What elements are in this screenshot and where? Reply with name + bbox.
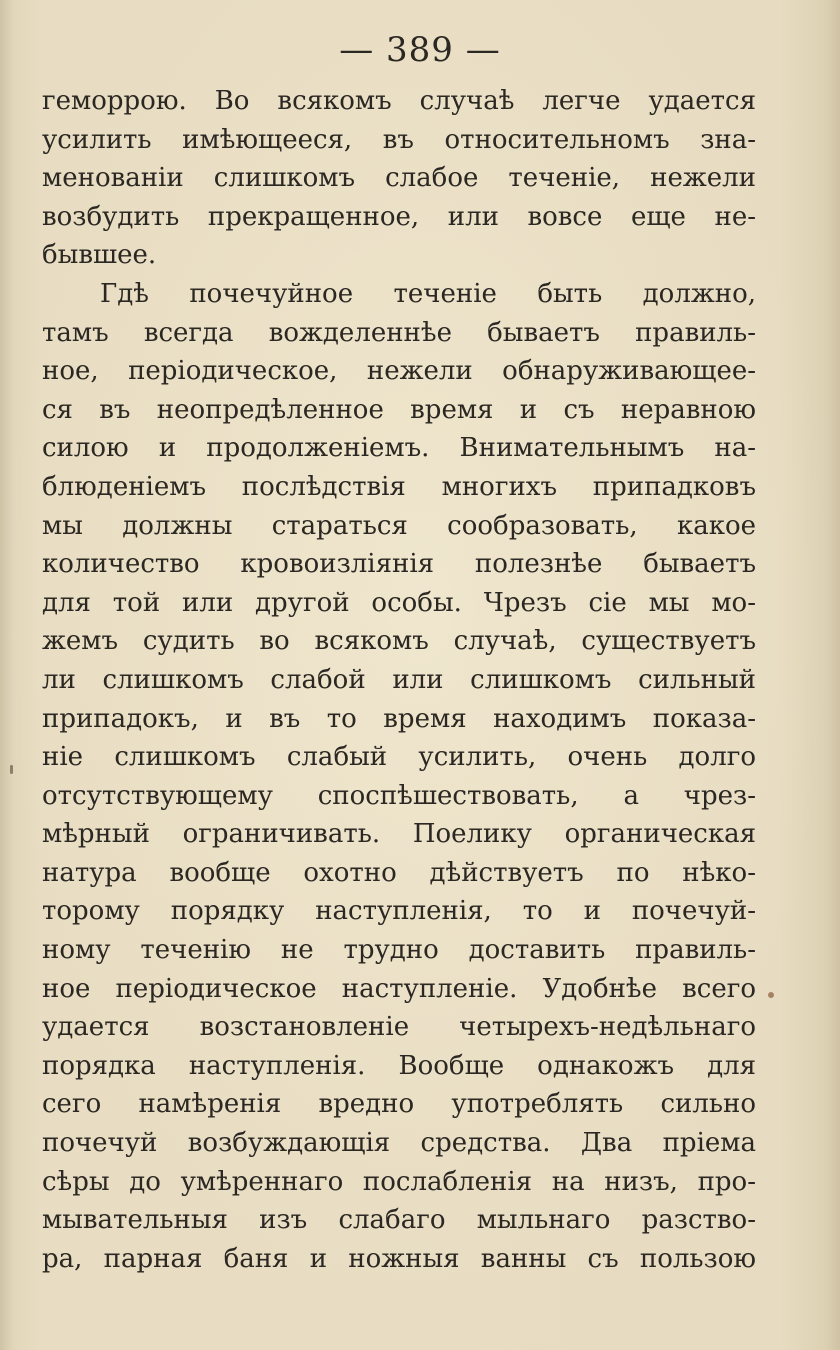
text-line: силою и продолженіемъ. Внимательнымъ на- [42, 433, 756, 464]
text-line: ное, періодическое, нежели обнаруживающее- [42, 356, 756, 387]
page-number: — 389 — [339, 30, 501, 70]
body-text [42, 82, 756, 1278]
text-line: ному теченію не трудно доставить правиль- [42, 935, 756, 966]
text-line: усилить имѣющееся, въ относительномъ зна- [42, 124, 756, 155]
text-line: жемъ судить во всякомъ случаѣ, существуетъ [42, 626, 756, 657]
text-line: возбудить прекращенное, или вовсе еще не- [42, 201, 756, 232]
text-line: сего намѣренія вредно употреблять сильно [42, 1089, 756, 1120]
text-line: мывательныя изъ слабаго мыльнаго разство- [42, 1205, 756, 1236]
text-line: бывшее. [42, 240, 157, 271]
text-line: тамъ всегда вожделеннѣе бываетъ правиль- [42, 317, 756, 348]
text-line: почечуй возбуждающія средства. Два пріема [42, 1128, 756, 1159]
text-line: сѣры до умѣреннаго послабленія на низъ, про- [42, 1166, 756, 1197]
text-line: менованіи слишкомъ слабое теченіе, нежели [42, 163, 756, 194]
text-line: мы должны стараться сообразовать, какое [42, 510, 756, 541]
paragraph-start-line: Гдѣ почечуйное теченіе быть должно, [100, 278, 756, 309]
text-line: припадокъ, и въ то время находимъ показа- [42, 703, 756, 734]
text-line: ся въ неопредѣленное время и съ неравною [42, 394, 756, 425]
text-line: количество кровоизліянія полезнѣе бываетъ [42, 549, 756, 580]
paper-speck [10, 765, 13, 774]
text-line: натура вообще охотно дѣйствуетъ по нѣко- [42, 857, 756, 888]
text-line: ніе слишкомъ слабый усилить, очень долго [42, 742, 756, 773]
text-line: мѣрный ограничивать. Поелику органическая [42, 819, 756, 850]
text-line: порядка наступленія. Вообще однакожъ для [42, 1050, 756, 1081]
text-line: удается возстановленіе четырехъ-недѣльнаго [42, 1012, 756, 1043]
text-line: отсутствующему споспѣшествовать, а чрез- [42, 780, 756, 811]
paper-speck [768, 992, 774, 998]
text-line: торому порядку наступленія, то и почечуй- [42, 896, 756, 927]
text-line: ное періодическое наступленіе. Удобнѣе всего [42, 973, 756, 1004]
text-line: ли слишкомъ слабой или слишкомъ сильный [42, 664, 756, 695]
text-line: блюденіемъ послѣдствія многихъ припадковъ [42, 471, 756, 502]
text-line: ра, парная баня и ножныя ванны съ пользою [42, 1243, 756, 1274]
text-line: геморрою. Во всякомъ случаѣ легче удается [42, 86, 756, 116]
text-line: для той или другой особы. Чрезъ сіе мы мо- [42, 587, 756, 618]
